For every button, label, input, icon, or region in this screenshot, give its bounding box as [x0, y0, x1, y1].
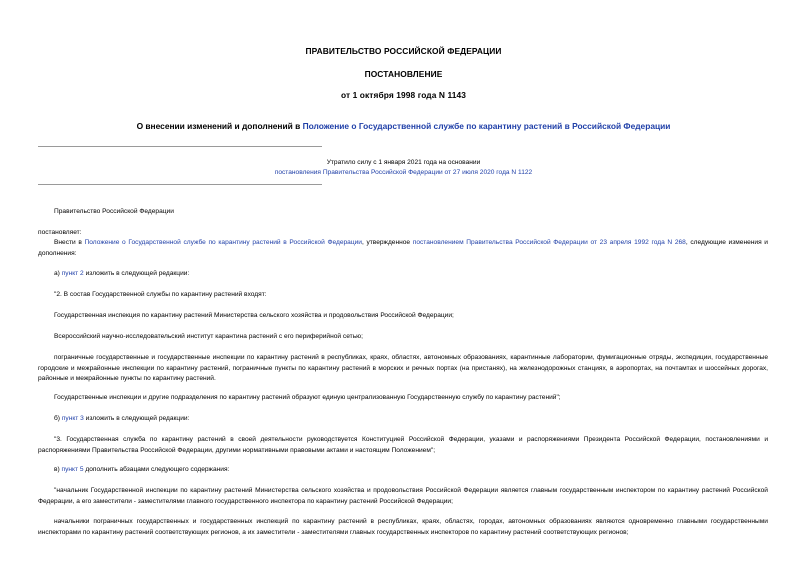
title-prefix: О внесении изменений и дополнений в: [136, 121, 301, 131]
quote-institute: Всероссийский научно-исследовательский институт карантина растений с его периферийной сетью;: [54, 333, 363, 340]
validity-note-link[interactable]: постановления Правительства Российской Федерации от 27 июля 2020 года N 1122: [274, 169, 533, 176]
quote-paragraph-3: "3. Государственная служба по карантину растений в своей деятельности руководствуется Конституцией Российской Федерации, указами и распоряжениями Президента Российской Федерации, постановлениями и распоряжениями Правительства Российской Федерации, другими нормативными правовыми актами и настоящим Положением";: [38, 436, 768, 454]
quote-regional-inspectors: начальники пограничных государственных и государственных инспекций по карантину растений в республиках, краях, областях, городах, автономных образованиях являются одновременно главными государственными инспекторами по карантину растений соответствующих регионов, а их заместители - заместителями главных государственных инспекторов по карантину растений соответствующих регионов;: [38, 518, 768, 536]
quote-unified-service: Государственные инспекции и другие подразделения по карантину растений образуют единую централизованную Государственную службу по карантину растений";: [54, 394, 561, 401]
item-3-link[interactable]: пункт 3: [61, 415, 84, 422]
title-link[interactable]: Положение о Государственной службе по карантину растений в Российской Федерации: [302, 121, 671, 131]
paragraph-resolves: постановляет:: [38, 229, 82, 236]
document-type: ПОСТАНОВЛЕНИЕ: [364, 69, 443, 79]
document-date-number: от 1 октября 1998 года N 1143: [340, 90, 467, 100]
paragraph-amend: Внести в Положение о Государственной службе по карантину растений в Российской Федерации, утвержденное постановлением Правительства Российской Федерации от 23 апреля 1992 года N 268, следующие изменения и дополнения:: [38, 239, 768, 257]
validity-note: [0, 158, 807, 178]
note-bottom-rule: [38, 184, 322, 185]
document-title: [0, 121, 807, 131]
validity-note-text: Утратило силу с 1 января 2021 года на основании: [326, 159, 481, 166]
note-top-rule: [38, 146, 322, 147]
quote-paragraph-2: "2. В состав Государственной службы по карантину растений входят:: [54, 291, 267, 298]
item-5-link[interactable]: пункт 5: [61, 466, 84, 473]
quote-border-inspections: пограничные государственные и государственные инспекции по карантину растений в республиках, краях, областях, автономных образованиях, карантинные лаборатории, фумигационные отряды, экспедиции, государственные городские и межрайонные инспекции по карантину растений, пограничные пункты по карантину растений в морских и речных портах (на пристанях), на железнодорожных станциях, в аэропортах, на почтамтах и шоссейных дорогах, районные и межрайонные пункты по карантину растений.: [38, 354, 768, 383]
quote-chief-inspector: "начальник Государственной инспекции по карантину растений Министерства сельского хозяйства и продовольствия Российской Федерации является главным государственным инспектором по карантину растений Российской Федерации, а его заместители - заместителями главного государственного инспектора по карантину растений Российской Федерации;: [38, 487, 768, 505]
issuing-authority: ПРАВИТЕЛЬСТВО РОССИЙСКОЙ ФЕДЕРАЦИИ: [305, 46, 502, 56]
item-b: б) пункт 3 изложить в следующей редакции:: [54, 415, 190, 422]
item-2-link[interactable]: пункт 2: [61, 270, 84, 277]
regulation-link[interactable]: Положение о Государственной службе по карантину растений в Российской Федерации: [84, 239, 362, 246]
resolution-268-link[interactable]: постановлением Правительства Российской Федерации от 23 апреля 1992 года N 268: [412, 239, 686, 246]
item-a: а) пункт 2 изложить в следующей редакции:: [54, 270, 190, 277]
item-v: в) пункт 5 дополнить абзацами следующего содержания:: [54, 466, 230, 473]
quote-inspection: Государственная инспекция по карантину растений Министерства сельского хозяйства и продовольствия Российской Федерации;: [54, 312, 454, 319]
paragraph-government: Правительство Российской Федерации: [54, 208, 174, 215]
